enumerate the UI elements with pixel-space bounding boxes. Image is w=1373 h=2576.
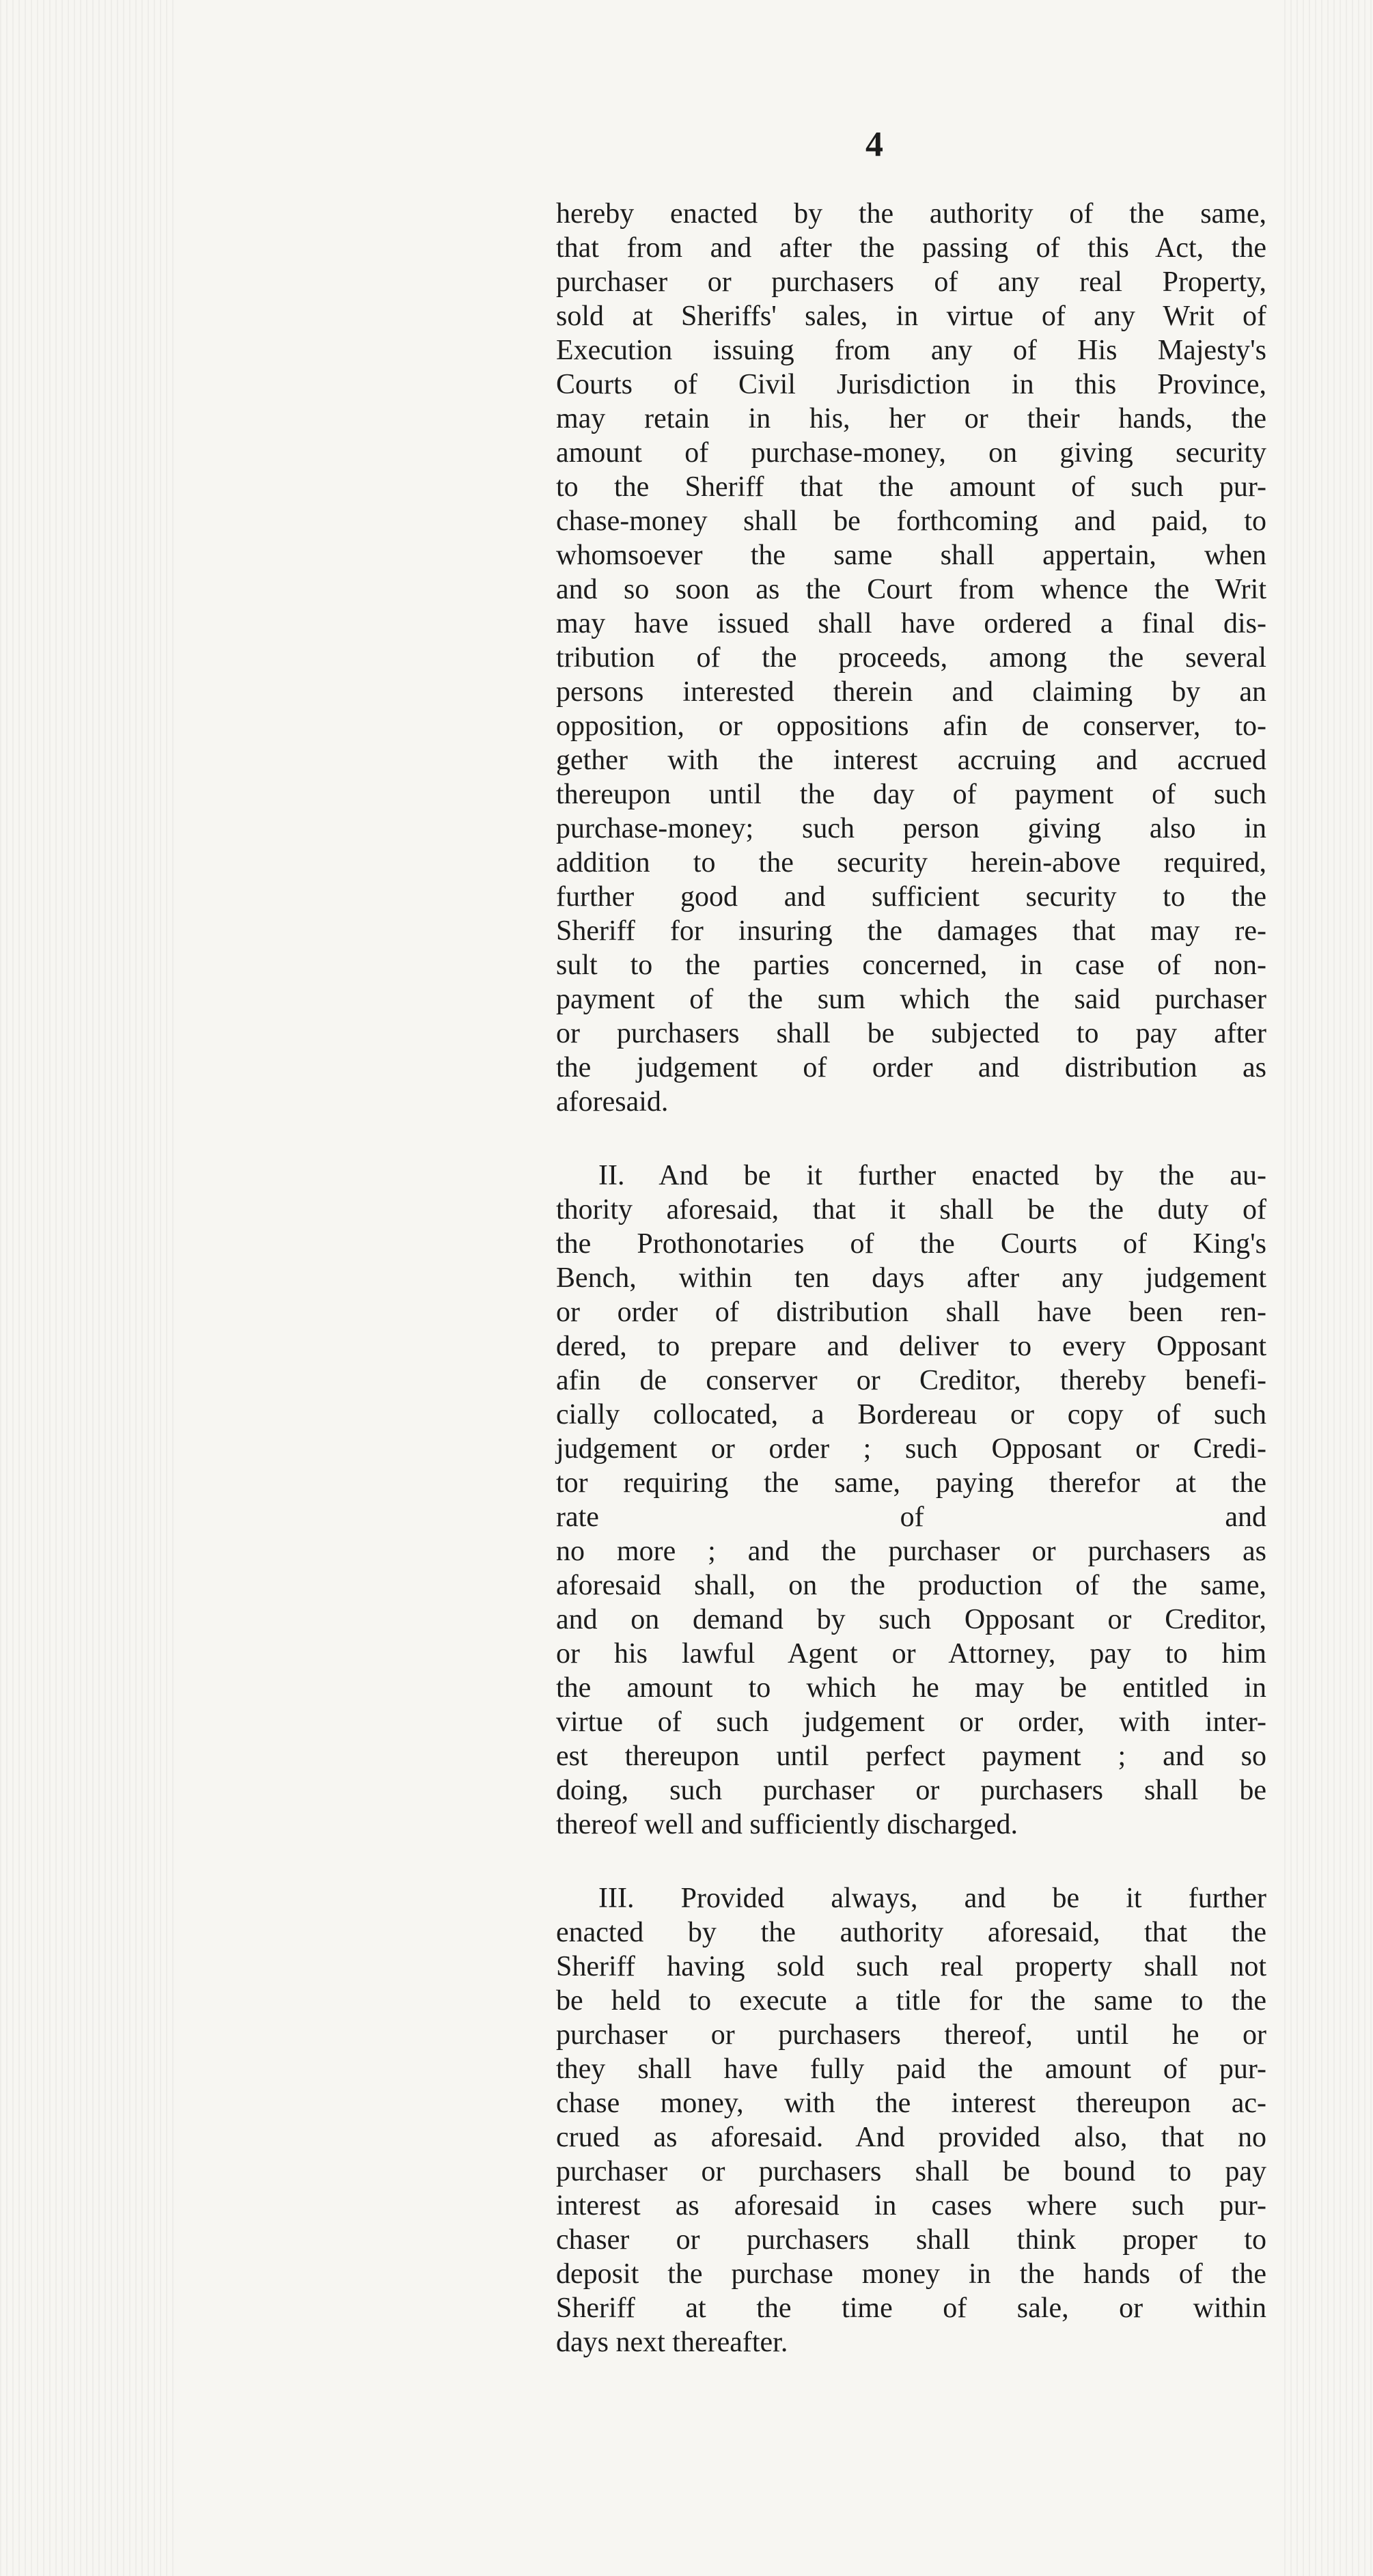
text-line: II. And be it further enacted by the au-	[598, 1160, 1266, 1191]
text-line: they shall have fully paid the amount of pur-	[556, 2053, 1266, 2085]
text-line: the judgement of order and distribution as	[556, 1052, 1266, 1083]
text-line: dered, to prepare and deliver to every Opposant	[556, 1331, 1266, 1362]
text-line: III. Provided always, and be it further	[598, 1883, 1266, 1914]
text-line: virtue of such judgement or order, with inter-	[556, 1706, 1266, 1738]
text-line: opposition, or oppositions afin de conserver, to-	[556, 710, 1266, 742]
text-line: purchaser or purchasers thereof, until he or	[556, 2019, 1266, 2051]
text-line: amount of purchase-money, on giving security	[556, 437, 1266, 469]
text-line: rate of and	[556, 1501, 1266, 1533]
text-line: deposit the purchase money in the hands of the	[556, 2258, 1266, 2290]
text-line: thority aforesaid, that it shall be the duty of	[556, 1194, 1266, 1225]
text-line: may retain in his, her or their hands, the	[556, 403, 1266, 434]
text-line: may have issued shall have ordered a final dis-	[556, 608, 1266, 639]
text-line: the amount to which he may be entitled in	[556, 1672, 1266, 1704]
text-line: and so soon as the Court from whence the Writ	[556, 574, 1266, 605]
text-line: purchase-money; such person giving also in	[556, 813, 1266, 844]
text-line: hereby enacted by the authority of the same,	[556, 198, 1266, 230]
text-line: Sheriff having sold such real property shall not	[556, 1951, 1266, 1982]
text-line: purchaser or purchasers shall be bound to pay	[556, 2156, 1266, 2187]
text-line: est thereupon until perfect payment ; and so	[556, 1741, 1266, 1772]
text-line: sult to the parties concerned, in case of non-	[556, 950, 1266, 981]
page-number: 4	[865, 125, 883, 164]
text-line: whomsoever the same shall appertain, when	[556, 540, 1266, 571]
text-line: persons interested therein and claiming by an	[556, 676, 1266, 708]
text-line: afin de conserver or Creditor, thereby benefi-	[556, 1365, 1266, 1396]
text-line: cially collocated, a Bordereau or copy of such	[556, 1399, 1266, 1430]
text-line: doing, such purchaser or purchasers shall be	[556, 1775, 1266, 1806]
text-line: further good and sufficient security to the	[556, 881, 1266, 913]
text-line: chaser or purchasers shall think proper to	[556, 2224, 1266, 2256]
text-line: addition to the security herein-above required,	[556, 847, 1266, 878]
text-line: to the Sheriff that the amount of such pur-	[556, 471, 1266, 503]
text-line: aforesaid shall, on the production of the same,	[556, 1570, 1266, 1601]
text-line: tor requiring the same, paying therefor at the	[556, 1467, 1266, 1499]
text-line: thereof well and sufficiently discharged.	[556, 1809, 1018, 1840]
text-line: Sheriff at the time of sale, or within	[556, 2293, 1266, 2324]
text-line: or purchasers shall be subjected to pay after	[556, 1018, 1266, 1049]
text-line: gether with the interest accruing and accrued	[556, 745, 1266, 776]
text-line: thereupon until the day of payment of such	[556, 779, 1266, 810]
text-line: Sheriff for insuring the damages that may re-	[556, 915, 1266, 947]
text-line: tribution of the proceeds, among the several	[556, 642, 1266, 674]
text-line: chase money, with the interest thereupon ac-	[556, 2088, 1266, 2119]
text-line: enacted by the authority aforesaid, that the	[556, 1917, 1266, 1948]
text-line: aforesaid.	[556, 1086, 669, 1118]
text-line: and on demand by such Opposant or Creditor,	[556, 1604, 1266, 1635]
paragraph-2	[556, 1159, 1266, 1842]
text-line: Courts of Civil Jurisdiction in this Province,	[556, 369, 1266, 400]
text-line: interest as aforesaid in cases where such pur-	[556, 2190, 1266, 2221]
text-line: or order of distribution shall have been ren-	[556, 1297, 1266, 1328]
text-line: payment of the sum which the said purchaser	[556, 984, 1266, 1015]
text-line: Execution issuing from any of His Majesty's	[556, 335, 1266, 366]
paragraph-3	[556, 1881, 1266, 2359]
text-line: Bench, within ten days after any judgement	[556, 1262, 1266, 1294]
text-line: be held to execute a title for the same to the	[556, 1985, 1266, 2017]
text-line: days next thereafter.	[556, 2327, 788, 2358]
text-line: purchaser or purchasers of any real Property,	[556, 266, 1266, 298]
text-line: that from and after the passing of this Act, the	[556, 232, 1266, 264]
text-line: chase-money shall be forthcoming and paid, to	[556, 505, 1266, 537]
text-line: judgement or order ; such Opposant or Credi-	[556, 1433, 1266, 1465]
text-line: the Prothonotaries of the Courts of King's	[556, 1228, 1266, 1260]
scan-noise-right	[1284, 0, 1373, 2576]
paragraph-1	[556, 197, 1266, 1119]
body-text	[556, 197, 1266, 2399]
text-line: or his lawful Agent or Attorney, pay to him	[556, 1638, 1266, 1670]
scan-noise-left	[0, 0, 178, 2576]
text-line: sold at Sheriffs' sales, in virtue of any Writ of	[556, 301, 1266, 332]
text-line: no more ; and the purchaser or purchasers as	[556, 1536, 1266, 1567]
text-line: crued as aforesaid. And provided also, that no	[556, 2122, 1266, 2153]
